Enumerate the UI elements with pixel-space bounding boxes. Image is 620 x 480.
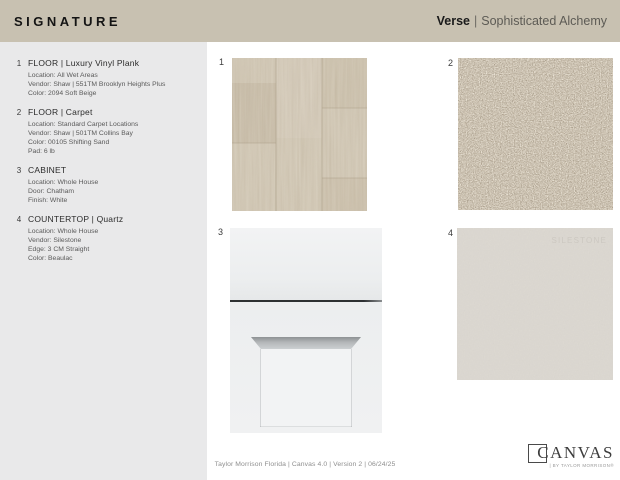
swatch-label-4: 4 bbox=[448, 228, 454, 238]
page-title: SIGNATURE bbox=[14, 13, 122, 29]
spec-detail-location: Location: Standard Carpet Locations bbox=[28, 121, 139, 128]
spec-detail-edge: Edge: 3 CM Straight bbox=[28, 246, 90, 253]
footer-version-text: Taylor Morrison Florida | Canvas 4.0 | Version 2 | 06/24/25 bbox=[214, 461, 396, 468]
spec-item-floor-carpet bbox=[10, 107, 199, 156]
spec-item-number: 2 bbox=[16, 108, 22, 117]
collection-name: Verse bbox=[436, 14, 470, 28]
theme-name: Sophisticated Alchemy bbox=[481, 14, 607, 28]
logo-wordmark: CANVAS bbox=[537, 443, 614, 462]
spec-detail-location: Location: Whole House bbox=[28, 228, 99, 235]
spec-detail-vendor: Vendor: Shaw | 501TM Collins Bay bbox=[28, 130, 133, 137]
spec-detail-color: Color: 00105 Shifting Sand bbox=[28, 139, 110, 146]
swatch-cabinet-door bbox=[230, 228, 382, 433]
logo-tagline: | BY TAYLOR MORRISON® bbox=[549, 463, 614, 468]
spec-item-body bbox=[28, 214, 199, 263]
spec-item-number: 3 bbox=[16, 166, 22, 175]
carpet-image bbox=[458, 58, 613, 210]
spec-item-body bbox=[28, 107, 199, 156]
cabinet-panel-bevel bbox=[251, 337, 361, 349]
swatch-label-2: 2 bbox=[448, 58, 454, 68]
spec-detail-finish: Finish: White bbox=[28, 197, 68, 204]
spec-detail-vendor: Vendor: Silestone bbox=[28, 237, 82, 244]
spec-item-body bbox=[28, 58, 199, 98]
collection-separator: | bbox=[473, 14, 478, 28]
cabinet-recessed-panel bbox=[260, 349, 352, 427]
spec-detail-location: Location: All Wet Areas bbox=[28, 72, 98, 79]
spec-detail-location: Location: Whole House bbox=[28, 179, 99, 186]
collection-theme bbox=[437, 14, 607, 28]
quartz-watermark: SILESTONE bbox=[551, 236, 607, 245]
spec-item-title: CABINET bbox=[28, 165, 67, 175]
cabinet-drawer-front bbox=[230, 228, 382, 300]
spec-detail-door: Door: Chatham bbox=[28, 188, 75, 195]
cabinet-door-front bbox=[230, 302, 382, 433]
cabinet-door-image bbox=[230, 228, 382, 433]
spec-sidebar bbox=[0, 42, 207, 480]
canvas-logo bbox=[528, 443, 614, 473]
swatch-label-1: 1 bbox=[219, 57, 225, 67]
swatch-quartz bbox=[457, 228, 613, 380]
spec-item-title: FLOOR | Carpet bbox=[28, 107, 93, 117]
spec-item-cabinet bbox=[10, 165, 199, 205]
spec-detail-vendor: Vendor: Shaw | 551TM Brooklyn Heights Plus bbox=[28, 81, 166, 88]
swatch-carpet bbox=[458, 58, 613, 210]
vinyl-plank-image bbox=[232, 58, 367, 211]
swatch-vinyl-plank bbox=[232, 58, 367, 211]
spec-detail-color: Color: Beaulac bbox=[28, 255, 73, 262]
header-bar bbox=[0, 0, 620, 42]
spec-detail-pad: Pad: 6 lb bbox=[28, 148, 55, 155]
spec-detail-color: Color: 2094 Soft Beige bbox=[28, 90, 97, 97]
spec-item-title: FLOOR | Luxury Vinyl Plank bbox=[28, 58, 140, 68]
spec-item-number: 1 bbox=[16, 59, 22, 68]
spec-item-countertop bbox=[10, 214, 199, 263]
spec-item-floor-lvp bbox=[10, 58, 199, 98]
quartz-image bbox=[457, 228, 613, 380]
spec-item-number: 4 bbox=[16, 215, 22, 224]
spec-item-body bbox=[28, 165, 199, 205]
spec-item-title: COUNTERTOP | Quartz bbox=[28, 214, 124, 224]
swatch-label-3: 3 bbox=[218, 227, 224, 237]
